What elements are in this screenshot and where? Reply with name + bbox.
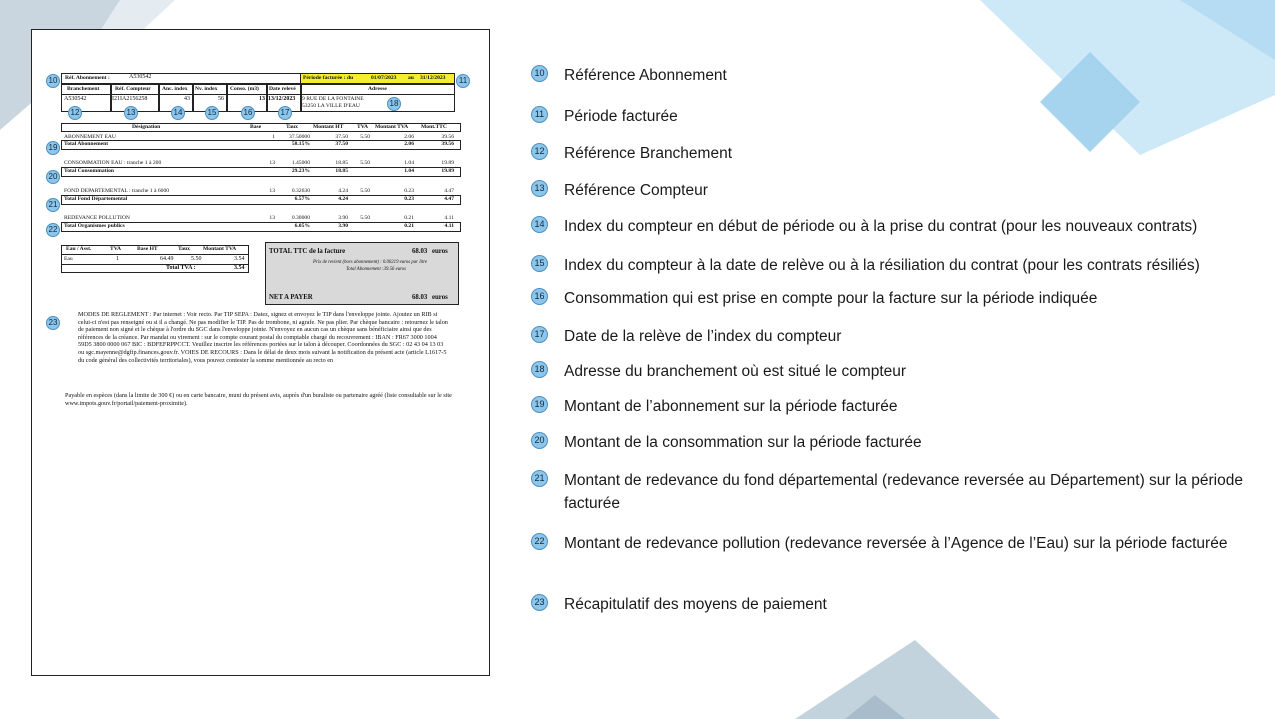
periode-start: 01/07/2023 [371, 75, 397, 81]
val-nv-index: 56 [218, 96, 224, 102]
row-designation: ABONNEMENT EAU [64, 134, 116, 140]
row-ht: 18.85 [335, 168, 348, 174]
deco-triangle-bottom [795, 640, 1000, 719]
legend-text: Date de la relève de l’index du compteur [564, 328, 842, 345]
val-date-releve: 13/12/2023 [268, 96, 296, 102]
row-ht: 3.90 [338, 223, 348, 229]
marker-10: 10 [46, 74, 60, 88]
hdr-compteur: Réf. Compteur [115, 86, 151, 92]
legend-number-badge: 13 [531, 180, 548, 197]
legend-text: Adresse du branchement où est situé le compteur [564, 363, 907, 380]
row-taux: 0.30000 [291, 215, 310, 221]
hdr-nv-index: Nv. index [195, 86, 218, 92]
cash-payment-text: Payable en espèces (dans la limite de 300 €) ou en carte bancaire, muni du présent avis, auprès d'un buraliste ou partenaire agréé (liste consultable sur le site www.impots.gouv.fr/portail/paiement-proximite). [65, 392, 452, 407]
val-adresse-2: 53250 LA VILLE D'EAU [302, 103, 360, 109]
hdr-base: Base [250, 124, 262, 130]
total-note-2: Total Abonnement :39.56 euros [346, 267, 407, 272]
row-taux: 6.05% [294, 223, 310, 229]
tva-val-montant: 3.54 [234, 256, 245, 262]
row-mtva: 0.21 [404, 215, 414, 221]
row-taux: 6.57% [294, 196, 310, 202]
legend-number-badge: 21 [531, 470, 548, 487]
row-base: 13 [269, 160, 275, 166]
row-taux: 29.23% [291, 168, 310, 174]
hdr-taux: Taux [286, 124, 298, 130]
periode-label: Période facturée : du [303, 75, 354, 81]
row-mtva: 1.04 [404, 168, 414, 174]
periode-mid: au [408, 75, 414, 81]
marker-15: 15 [205, 106, 219, 120]
marker-20: 20 [46, 170, 60, 184]
periode-end: 31/12/2023 [420, 75, 446, 81]
val-adresse-1: 9 RUE DE LA FONTAINE [302, 96, 364, 102]
row-mtva: 2.06 [404, 141, 414, 147]
row-mtva: 2.06 [404, 134, 414, 140]
row-ht: 18.85 [335, 160, 348, 166]
val-compteur: I21IA2156258 [112, 96, 148, 102]
row-ttc: 19.89 [441, 160, 454, 166]
legend-number-badge: 23 [531, 594, 548, 611]
legend-text: Index du compteur en début de période ou à la prise du contrat (pour les nouveaux contrats) [564, 218, 1198, 235]
total-ttc-label: TOTAL TTC de la facture [269, 248, 346, 255]
net-a-payer-currency: euros [432, 294, 448, 301]
legend-number-badge: 22 [531, 533, 548, 550]
tva-hdr-taux: Taux [178, 246, 190, 252]
total-ttc-currency: euros [432, 248, 448, 255]
tva-hdr-montant: Montant TVA [203, 246, 237, 252]
col-line [158, 84, 160, 112]
row-ht: 37.50 [335, 134, 348, 140]
legend-number-badge: 18 [531, 361, 548, 378]
val-anc-index: 43 [184, 96, 190, 102]
ref-abonnement-label: Réf. Abonnement : [65, 75, 110, 81]
legend-text: Montant de la consommation sur la période facturée [564, 434, 922, 451]
hdr-adresse: Adresse [368, 86, 387, 92]
row-mtva: 0.21 [404, 223, 414, 229]
col-line [226, 84, 228, 112]
row-ttc: 4.11 [444, 223, 454, 229]
legend-number-badge: 11 [531, 106, 548, 123]
marker-16: 16 [241, 106, 255, 120]
legend-text: Consommation qui est prise en compte pour la facture sur la période indiquée [564, 290, 1098, 307]
invoice-document [31, 29, 490, 676]
row-ttc: 39.56 [441, 134, 454, 140]
legend-text: Référence Branchement [564, 145, 733, 162]
tva-val-taux: 5.50 [191, 256, 202, 262]
payment-modes-text: MODES DE REGLEMENT : Par internet : Voir recto. Par TIP SEPA : Datez, signez et envoyez le TIP dans l'enveloppe jointe. Ajoutez un RIB si celui-ci n'est pas renseigné ou si il a changé. Ne pas modifier le TIP. Pas de trombone, ni agrafe. Ne pas plier. Par chèque bancaire : retournez le talon de paiement non signé et le chèque à l'ordre du SGC dans l'enveloppe jointe. N'envoyez en aucun cas un chèque sans bénéficiaire ainsi que des références de la créance. Par mandat ou virement : sur le compte courant postal du comptable chargé du recouvrement : IBAN : FR67 3000 1004 59D5 3800 0000 067 BIC : BDFEFRPPCCT. Veuillez inscrire les références portées sur le talon à découper. Coordonnées du SGC : 02 43 04 13 03 ou sgc.mayenne@dgfip.finances.gouv.fr. VOIES DE RECOURS : Dans le délai de deux mois suivant la notification du présent acte (article L1617-5 du code général des collectivités territoriales), vous pouvez contester la somme mentionnée au recto en [78, 311, 448, 364]
row-base: 1 [272, 134, 275, 140]
tva-total-value: 3.54 [234, 265, 245, 271]
marker-22: 22 [46, 223, 60, 237]
total-row-box [61, 140, 461, 150]
total-row-box [61, 167, 461, 177]
net-a-payer-label: NET A PAYER [269, 294, 313, 301]
legend-text: Référence Abonnement [564, 67, 727, 84]
row-taux: 1.45000 [291, 160, 310, 166]
legend-text: Montant de redevance pollution (redevance reversée à l’Agence de l’Eau) sur la période facturée [564, 535, 1228, 552]
row-tva: 5.50 [360, 134, 370, 140]
tva-val-base: 64.49 [160, 256, 174, 262]
legend-text: Récapitulatif des moyens de paiement [564, 596, 827, 613]
legend-number-badge: 19 [531, 396, 548, 413]
marker-17: 17 [278, 106, 292, 120]
tva-hdr-base: Base HT [137, 246, 158, 252]
marker-11: 11 [456, 74, 470, 88]
total-ttc-value: 68.03 [412, 248, 428, 255]
row-tva: 5.50 [360, 188, 370, 194]
legend-number-badge: 14 [531, 216, 548, 233]
row-ttc: 39.56 [441, 141, 454, 147]
hdr-conso: Conso. (m3) [230, 86, 259, 92]
legend-text: Montant de l’abonnement sur la période facturée [564, 398, 898, 415]
row-ht: 3.90 [338, 215, 348, 221]
tva-hdr-tva: TVA [110, 246, 122, 252]
legend-number-badge: 15 [531, 255, 548, 272]
row-designation: Total Organismes publics [64, 223, 125, 229]
row-ttc: 4.47 [444, 188, 454, 194]
row-mtva: 1.04 [404, 160, 414, 166]
row-ttc: 19.89 [441, 168, 454, 174]
ref-abonnement-value: A530542 [129, 74, 152, 80]
legend-number-badge: 12 [531, 143, 548, 160]
legend-number-badge: 20 [531, 432, 548, 449]
marker-19: 19 [46, 141, 60, 155]
hdr-designation: Désignation [132, 124, 161, 130]
hdr-mont-ttc: Mont.TTC [421, 124, 447, 130]
row-taux: 37.50000 [289, 134, 310, 140]
hdr-montant-ht: Montant HT [313, 124, 344, 130]
tva-header-line [61, 254, 249, 255]
row-base: 13 [269, 188, 275, 194]
marker-18: 18 [387, 97, 401, 111]
row-ht: 4.24 [338, 188, 348, 194]
row-designation: Total Abonnement [64, 141, 109, 147]
total-note-1: Prix de revient (hors abonnement) : 0.00219 euros par litre [313, 260, 428, 265]
legend-text: Index du compteur à la date de relève ou à la résiliation du contrat (pour les contrats résiliés) [564, 257, 1200, 274]
row-designation: Total Consommation [64, 168, 114, 174]
row-designation: Total Fond Départemental [64, 196, 128, 202]
row-taux: 0.32630 [291, 188, 310, 194]
col-line [192, 84, 194, 112]
row-base: 13 [269, 215, 275, 221]
row-tva: 5.50 [360, 215, 370, 221]
tva-hdr-eau: Eau / Asst. [66, 246, 92, 252]
hdr-tva: TVA [357, 124, 369, 130]
hdr-montant-tva: Montant TVA [375, 124, 409, 130]
tva-total-label: Total TVA : [166, 265, 196, 271]
legend-text: Montant de redevance du fond départemental (redevance reversée au Département) sur la période facturée [564, 472, 1243, 512]
hdr-branchement: Branchement [67, 86, 100, 92]
marker-21: 21 [46, 198, 60, 212]
row-ht: 37.50 [335, 141, 348, 147]
row-mtva: 0.23 [404, 196, 414, 202]
tva-val-eau: Eau [64, 256, 73, 262]
legend-number-badge: 17 [531, 326, 548, 343]
marker-12: 12 [68, 106, 82, 120]
hdr-anc-index: Anc. index [162, 86, 188, 92]
legend-number-badge: 16 [531, 288, 548, 305]
marker-23: 23 [46, 316, 60, 330]
marker-13: 13 [124, 106, 138, 120]
row-designation: FOND DEPARTEMENTAL : tranche 1 à 6000 [64, 188, 170, 194]
legend-text: Référence Compteur [564, 182, 708, 199]
row-designation: REDEVANCE POLLUTION [64, 215, 130, 221]
row-designation: CONSOMMATION EAU : tranche 1 à 200 [64, 160, 162, 166]
net-a-payer-value: 68.03 [412, 294, 428, 301]
meter-header-line [61, 94, 455, 95]
legend-number-badge: 10 [531, 65, 548, 82]
marker-14: 14 [171, 106, 185, 120]
val-branchement: A530542 [64, 96, 87, 102]
row-tva: 5.50 [360, 160, 370, 166]
val-conso: 13 [259, 96, 265, 102]
tva-val-tva: 1 [116, 256, 119, 262]
hdr-date-releve: Date relevé [269, 86, 296, 92]
tva-row-line [61, 264, 249, 265]
row-ttc: 4.11 [444, 215, 454, 221]
row-mtva: 0.23 [404, 188, 414, 194]
row-ht: 4.24 [338, 196, 348, 202]
row-taux: 58.15% [291, 141, 310, 147]
legend-text: Période facturée [564, 108, 678, 125]
row-ttc: 4.47 [444, 196, 454, 202]
